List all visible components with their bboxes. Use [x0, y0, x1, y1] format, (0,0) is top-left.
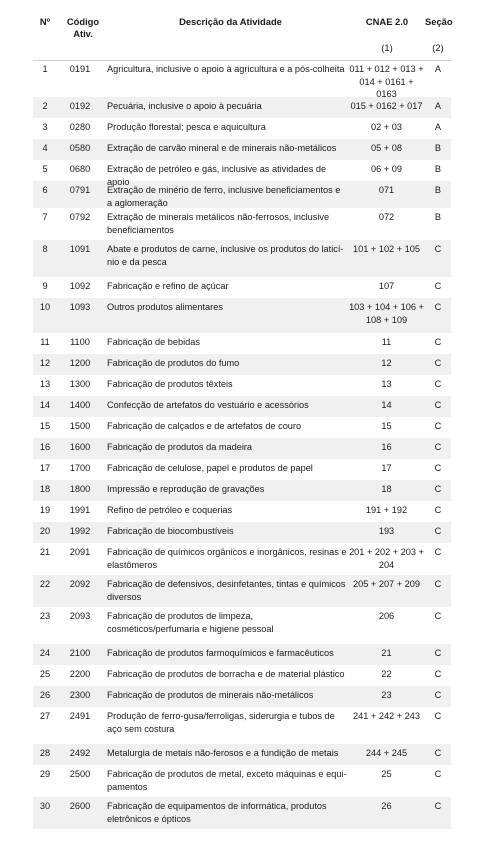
row-cnae: 16	[381, 442, 392, 452]
row-section: C	[434, 769, 442, 779]
table-row	[33, 417, 451, 438]
table-row	[33, 665, 451, 686]
row-activity-description: Refino de petróleo e coquerias	[107, 505, 233, 515]
table-row	[33, 181, 451, 208]
row-section: C	[434, 337, 442, 347]
row-activity-description: Fabricação de produtos de minerais não-metálicos	[107, 690, 314, 700]
row-number: 10	[39, 302, 51, 312]
row-number: 28	[39, 748, 51, 758]
row-number: 8	[42, 244, 48, 254]
row-activity-code: 2091	[69, 547, 91, 557]
row-activity-code: 0680	[69, 164, 91, 174]
table-row	[33, 480, 451, 501]
row-number: 29	[39, 769, 51, 779]
row-cnae: 21	[381, 648, 392, 658]
header-cnae: CNAE 2.0	[365, 16, 409, 27]
row-cnae: 071	[378, 185, 395, 195]
row-number: 14	[39, 400, 51, 410]
row-activity-description: Fabricação de celulose, papel e produtos de papel	[107, 463, 313, 473]
row-number: 18	[39, 484, 51, 494]
row-section: C	[434, 302, 442, 312]
row-activity-description: Fabricação de produtos têxteis	[107, 379, 233, 389]
row-cnae: 244 + 245	[365, 748, 408, 758]
row-activity-code: 1991	[69, 505, 91, 515]
row-number: 11	[40, 337, 50, 347]
row-cnae: 101 + 102 + 105	[353, 244, 420, 254]
row-section: C	[434, 748, 442, 758]
row-activity-code: 1092	[69, 281, 91, 291]
row-activity-code: 1992	[69, 526, 91, 536]
row-section: B	[434, 185, 442, 195]
row-activity-description: Pecuária, inclusive o apoio à pecuária	[107, 101, 262, 111]
row-activity-code: 0791	[69, 185, 91, 195]
row-activity-code: 1091	[69, 244, 91, 254]
row-number: 4	[42, 143, 48, 153]
row-activity-description: Fabricação de calçados e de artefatos de couro	[107, 421, 302, 431]
row-number: 7	[42, 212, 48, 222]
row-activity-code: 1400	[69, 400, 91, 410]
row-section: A	[434, 64, 442, 74]
table-row	[33, 118, 451, 139]
row-number: 22	[39, 579, 51, 589]
row-activity-code: 2491	[69, 711, 91, 721]
row-activity-code: 1093	[69, 302, 91, 312]
row-activity-code: 2100	[69, 648, 91, 658]
row-number: 2	[42, 101, 48, 111]
row-number: 9	[42, 281, 48, 291]
table-row	[33, 543, 451, 575]
row-activity-description: Abate e produtos de carne, inclusive os produtos do laticí-nio e da pesca	[107, 244, 344, 267]
header-activity-code: Código Ativ.	[66, 16, 100, 39]
row-activity-code: 1800	[69, 484, 91, 494]
row-cnae: 193	[378, 526, 395, 536]
row-cnae: 103 + 104 + 106 + 108 + 109	[349, 302, 424, 325]
table-row	[33, 375, 451, 396]
row-activity-description: Outros produtos alimentares	[107, 302, 223, 312]
header-cnae-note: (1)	[381, 42, 393, 53]
row-section: C	[434, 526, 442, 536]
table-row	[33, 797, 451, 829]
table-row	[33, 575, 451, 607]
row-cnae: 206	[378, 611, 395, 621]
row-section: C	[434, 463, 442, 473]
row-cnae: 22	[381, 669, 392, 679]
row-activity-description: Confecção de artefatos do vestuário e acessórios	[107, 400, 309, 410]
row-activity-code: 2200	[69, 669, 91, 679]
row-number: 13	[39, 379, 51, 389]
row-activity-code: 0192	[69, 101, 91, 111]
row-cnae: 11	[381, 337, 392, 347]
table-row	[33, 97, 451, 118]
table-row	[33, 277, 451, 298]
row-cnae: 26	[381, 801, 392, 811]
row-number: 21	[39, 547, 51, 557]
table-row	[33, 501, 451, 522]
row-activity-description: Fabricação e refino de açúcar	[107, 281, 229, 291]
row-section: A	[434, 122, 442, 132]
table-row	[33, 744, 451, 765]
row-activity-code: 2093	[69, 611, 91, 621]
header-section-note: (2)	[432, 42, 444, 53]
row-number: 16	[39, 442, 51, 452]
row-section: C	[434, 421, 442, 431]
row-activity-code: 2492	[69, 748, 91, 758]
row-section: A	[434, 101, 442, 111]
table-row	[33, 765, 451, 797]
row-cnae: 14	[381, 400, 392, 410]
table-row	[33, 60, 451, 97]
row-activity-description: Impressão e reprodução de gravações	[107, 484, 265, 494]
row-activity-description: Fabricação de produtos farmoquímicos e farmacêuticos	[107, 648, 334, 658]
row-cnae: 13	[381, 379, 392, 389]
row-number: 5	[42, 164, 48, 174]
table-row	[33, 354, 451, 375]
row-number: 24	[39, 648, 51, 658]
row-number: 1	[42, 64, 48, 74]
row-number: 27	[39, 711, 51, 721]
row-number: 30	[39, 801, 51, 811]
row-section: C	[434, 547, 442, 557]
table-row	[33, 208, 451, 240]
row-cnae: 25	[381, 769, 392, 779]
row-cnae: 17	[381, 463, 392, 473]
row-section: B	[434, 164, 442, 174]
row-cnae: 05 + 08	[371, 143, 402, 153]
row-activity-description: Fabricação de produtos de metal, exceto máquinas e equi-pamentos	[107, 769, 347, 792]
table-header	[33, 10, 451, 61]
row-section: C	[434, 400, 442, 410]
row-activity-description: Extração de minério de ferro, inclusive beneficiamentos e a aglomeração	[107, 185, 341, 208]
table-row	[33, 686, 451, 707]
row-section: C	[434, 484, 442, 494]
row-section: C	[434, 801, 442, 811]
row-section: C	[434, 611, 442, 621]
table-body	[33, 60, 451, 829]
row-activity-description: Fabricação de produtos do fumo	[107, 358, 240, 368]
row-activity-code: 0191	[69, 64, 91, 74]
table-row	[33, 707, 451, 744]
row-activity-code: 0792	[69, 212, 91, 222]
row-cnae: 241 + 242 + 243	[353, 711, 420, 721]
row-cnae: 205 + 207 + 209	[353, 579, 420, 589]
row-section: C	[434, 579, 442, 589]
header-activity-description: Descrição da Atividade	[179, 16, 282, 27]
row-activity-description: Extração de minerais metálicos não-ferrosos, inclusive beneficiamentos	[107, 212, 330, 235]
row-activity-description: Agricultura, inclusive o apoio à agricultura e a pós-colheita	[107, 64, 345, 74]
row-section: B	[434, 212, 442, 222]
row-activity-description: Produção de ferro-gusa/ferroligas, siderurgia e tubos de aço sem costura	[107, 711, 335, 734]
row-section: C	[434, 281, 442, 291]
row-cnae: 12	[381, 358, 392, 368]
row-section: C	[434, 711, 442, 721]
row-section: C	[434, 244, 442, 254]
row-number: 12	[39, 358, 51, 368]
row-activity-description: Extração de carvão mineral e de minerais não-metálicos	[107, 143, 337, 153]
row-section: C	[434, 669, 442, 679]
row-number: 20	[39, 526, 51, 536]
row-activity-code: 1700	[69, 463, 91, 473]
row-section: C	[434, 505, 442, 515]
row-number: 15	[39, 421, 51, 431]
row-number: 19	[39, 505, 51, 515]
row-activity-description: Fabricação de químicos orgânicos e inorgânicos, resinas e elastômeros	[107, 547, 347, 570]
header-section: Seção	[425, 16, 453, 27]
row-activity-code: 2092	[69, 579, 91, 589]
row-cnae: 18	[381, 484, 392, 494]
table-row	[33, 607, 451, 644]
table-row	[33, 438, 451, 459]
row-cnae: 191 + 192	[365, 505, 408, 515]
table-row	[33, 240, 451, 277]
row-section: C	[434, 358, 442, 368]
row-cnae: 15	[381, 421, 392, 431]
row-section: C	[434, 442, 442, 452]
row-number: 25	[39, 669, 51, 679]
row-cnae: 107	[378, 281, 395, 291]
row-activity-description: Fabricação de defensivos, desinfetantes, tintas e químicos diversos	[107, 579, 346, 602]
row-activity-description: Fabricação de biocombustíveis	[107, 526, 234, 536]
row-activity-code: 1300	[69, 379, 91, 389]
row-number: 3	[42, 122, 48, 132]
table-row	[33, 139, 451, 160]
row-activity-description: Fabricação de produtos de borracha e de material plástico	[107, 669, 345, 679]
row-cnae: 201 + 202 + 203 + 204	[349, 547, 424, 570]
row-activity-code: 1200	[69, 358, 91, 368]
table-row	[33, 522, 451, 543]
row-number: 23	[39, 611, 51, 621]
row-section: C	[434, 648, 442, 658]
row-activity-description: Metalurgia de metais não-ferosos e a fundição de metais	[107, 748, 339, 758]
row-activity-description: Fabricação de equipamentos de informática, produtos eletrônicos e ópticos	[107, 801, 327, 824]
row-activity-code: 1100	[70, 337, 90, 347]
row-activity-code: 0280	[69, 122, 91, 132]
row-cnae: 23	[381, 690, 392, 700]
header-number: Nº	[39, 16, 51, 27]
row-activity-code: 2500	[69, 769, 91, 779]
row-activity-code: 2600	[69, 801, 91, 811]
row-number: 26	[39, 690, 51, 700]
table-row	[33, 396, 451, 417]
table-row	[33, 298, 451, 333]
table-row	[33, 644, 451, 665]
row-cnae: 011 + 012 + 013 + 014 + 0161 + 0163	[349, 64, 424, 99]
table-row	[33, 459, 451, 480]
table-row	[33, 333, 451, 354]
row-activity-code: 2300	[69, 690, 91, 700]
row-section: C	[434, 690, 442, 700]
row-number: 17	[39, 463, 51, 473]
row-activity-code: 0580	[69, 143, 91, 153]
row-activity-code: 1500	[69, 421, 91, 431]
row-activity-description: Fabricação de produtos de limpeza, cosméticos/perfumaria e higiene pessoal	[107, 611, 274, 634]
row-number: 6	[42, 185, 48, 195]
row-cnae: 015 + 0162 + 017	[350, 101, 423, 111]
row-section: C	[434, 379, 442, 389]
row-cnae: 06 + 09	[371, 164, 402, 174]
row-cnae: 072	[378, 212, 395, 222]
row-activity-description: Produção florestal; pesca e aquicultura	[107, 122, 266, 132]
row-cnae: 02 + 03	[371, 122, 402, 132]
row-activity-description: Fabricação de produtos da madeira	[107, 442, 253, 452]
table-row	[33, 160, 451, 187]
row-activity-code: 1600	[69, 442, 91, 452]
row-activity-description: Fabricação de bebidas	[107, 337, 200, 347]
row-section: B	[434, 143, 442, 153]
row-activity-description: Extração de petróleo e gás, inclusive as atividades de apoio	[107, 164, 327, 187]
